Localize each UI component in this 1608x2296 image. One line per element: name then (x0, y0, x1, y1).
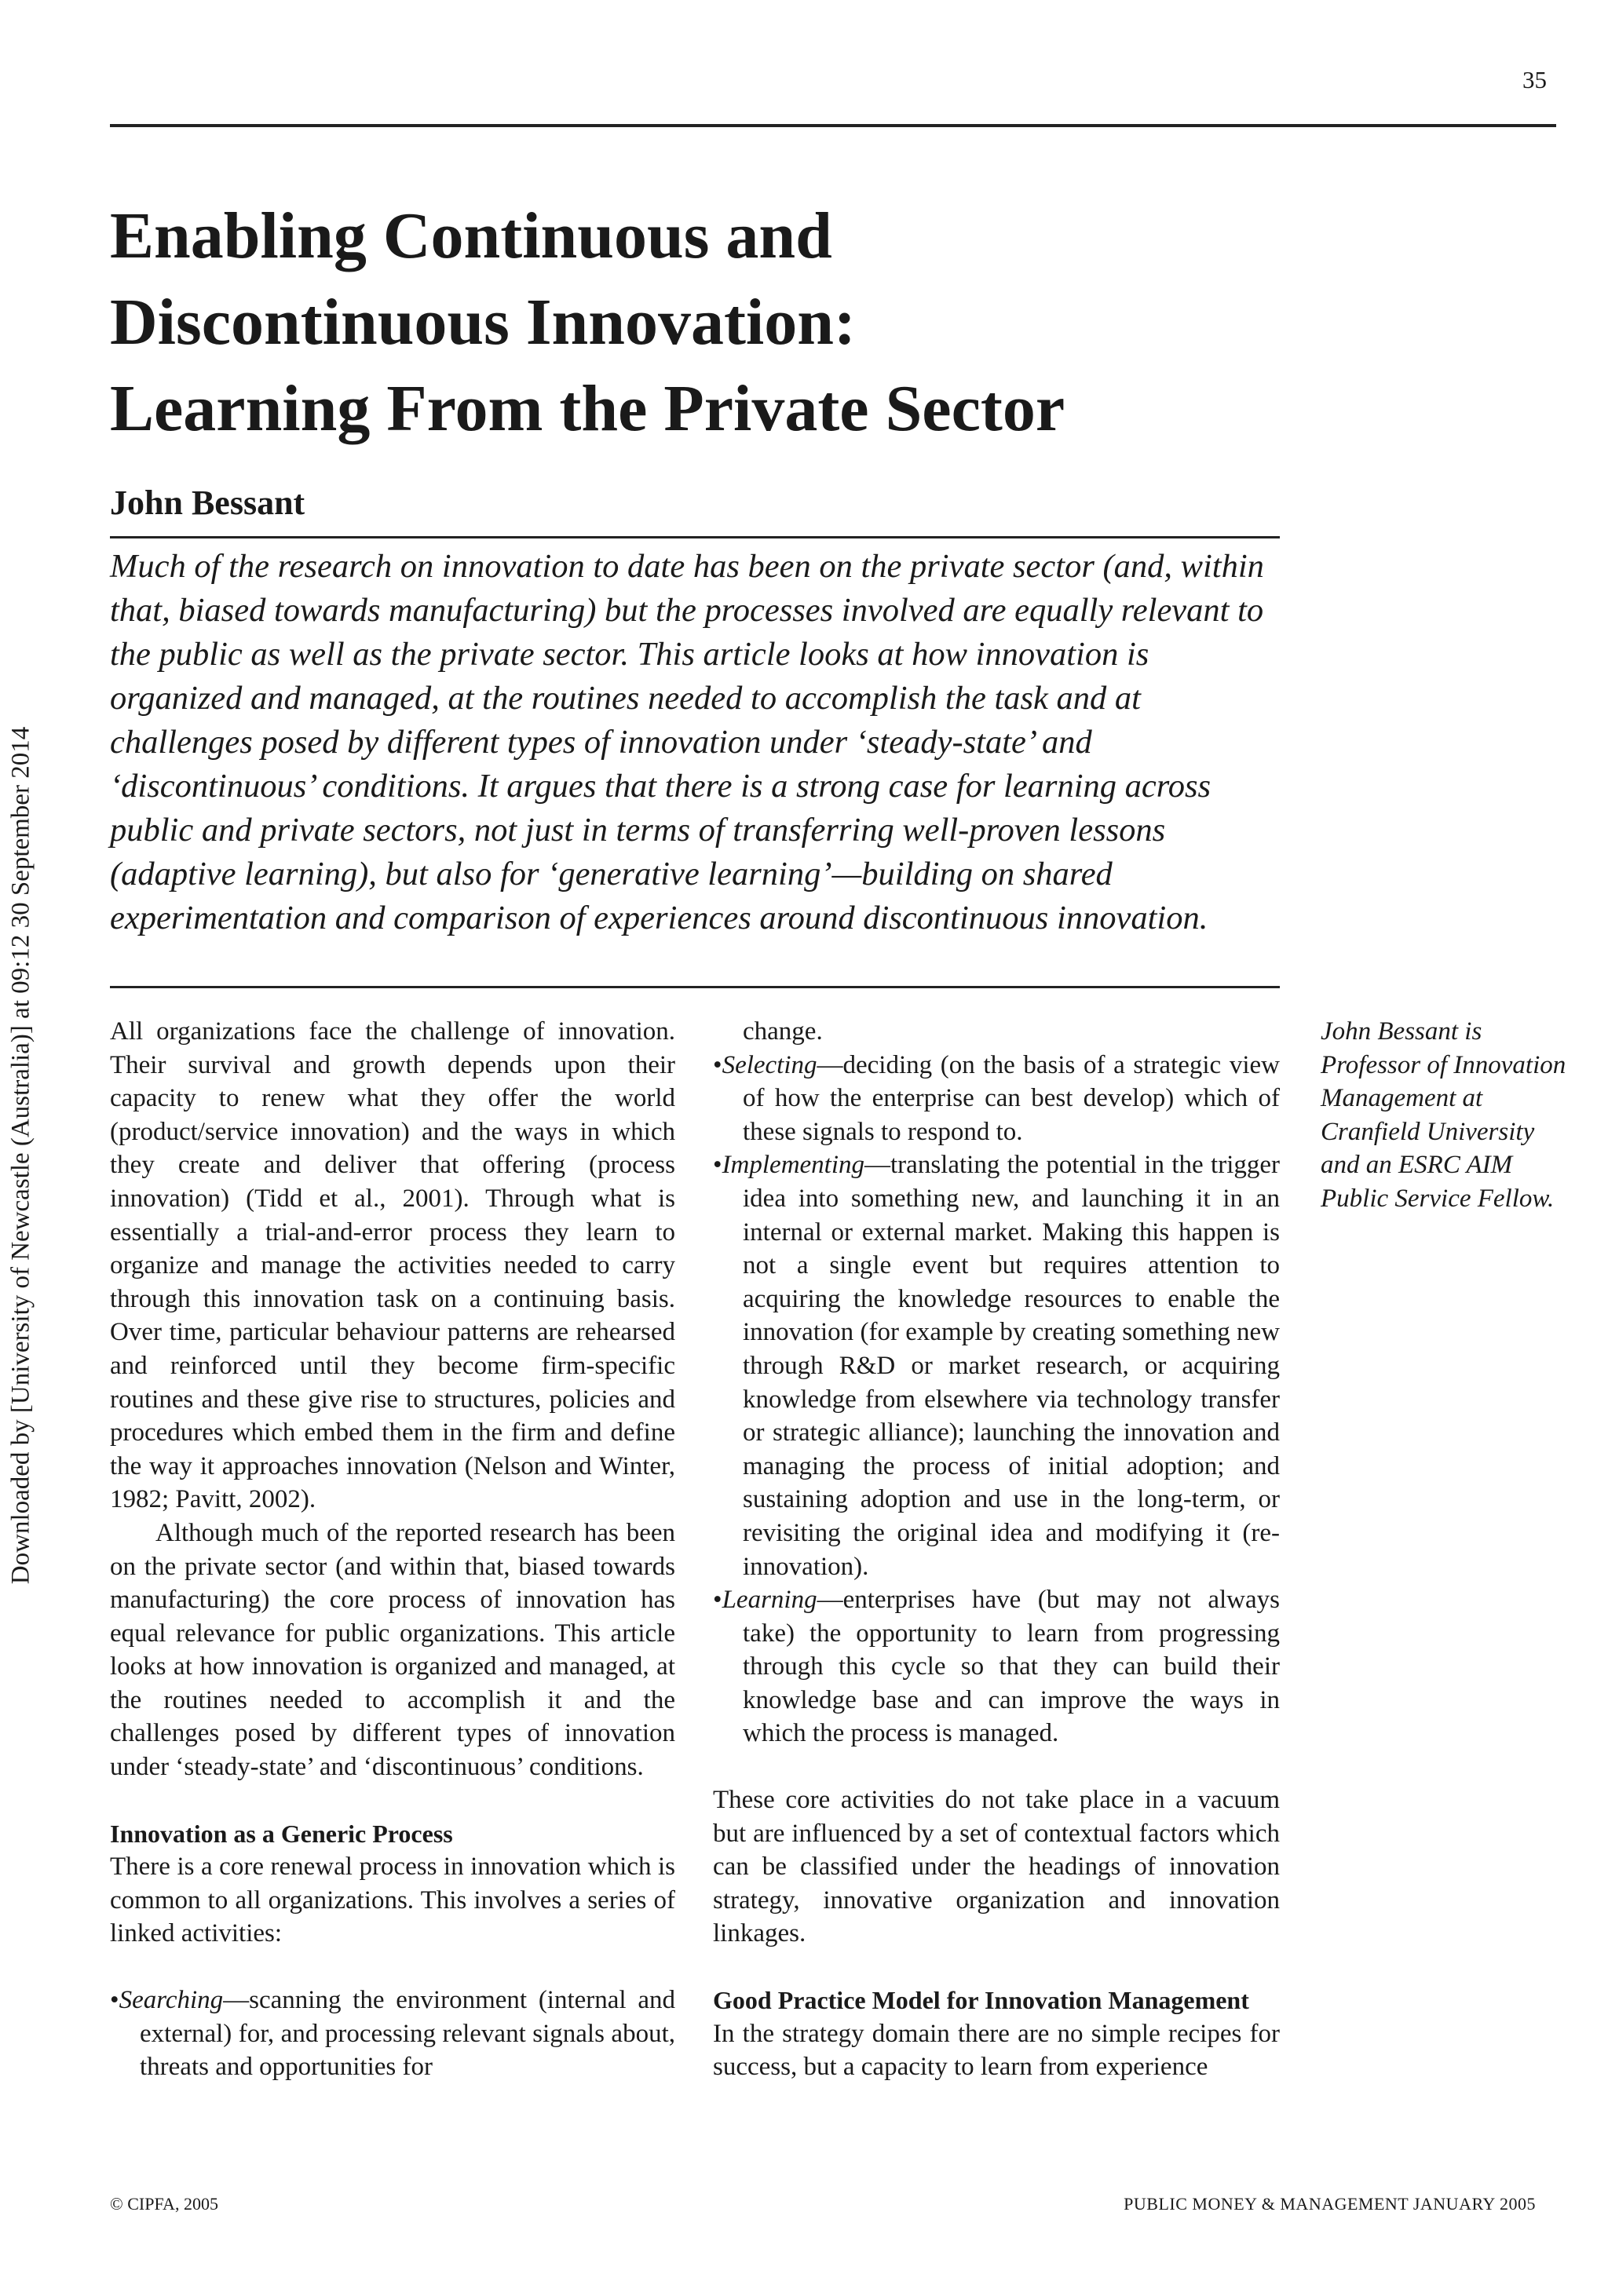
author-bio-note: John Bessant is Professor of Innovation Management at Cranfield University and an ESRC AIM Public Service Fellow. (1321, 1017, 1566, 1213)
body-paragraph: Although much of the reported research has been on the private sector (and within that, biased towards manufacturing) the core process of innovation has equal relevance for public organizations. This article looks at how innovation is organized and managed, at the routines needed to accomplish it and the challenges posed by different types of innovation under ‘steady-state’ and ‘discontinuous’ conditions. (110, 1518, 675, 1782)
bullet-term: Searching (119, 1986, 224, 2015)
header-rule (110, 124, 1556, 127)
title-line-2: Discontinuous Innovation: (110, 286, 856, 359)
footer-copyright: © CIPFA, 2005 (110, 2194, 218, 2214)
body-paragraph: All organizations face the challenge of innovation. Their survival and growth depends upon their capacity to renew what they offer the world (product/service innovation) and the ways in which they create and deliver that offering (process innovation) (Tidd et al., 2001). Through what is essentially a trial-and-error process they learn to organize and manage the activities needed to carry through this innovation task on a continuing basis. Over time, particular behaviour patterns are rehearsed and reinforced until they become firm-specific routines and these give rise to structures, policies and procedures which embed them in the firm and define the way it approaches innovation (Nelson and Winter, 1982; Pavitt, 2002). (110, 1017, 675, 1514)
left-column (110, 1015, 675, 2084)
bullet-item: •Searching—scanning the environment (internal and external) for, and processing relevant signals about, threats and opportunities for (110, 1986, 675, 2082)
bullet-term: Implementing (722, 1151, 865, 1180)
author-rule (110, 536, 1280, 538)
body-paragraph: In the strategy domain there are no simple recipes for success, but a capacity to learn from experience (713, 2019, 1280, 2082)
page-number: 35 (1522, 66, 1547, 93)
bullet-text: —deciding (on the basis of a strategic view of how the enterprise can best develop) which of these signals to respond to. (743, 1050, 1280, 1146)
bullet-item: •Implementing—translating the potential in the trigger idea into something new, and launching it in an internal or external market. Making this happen is not a single event but requires attention to acquiring the knowledge resources to enable the innovation (for example by creating something new through R&D or market research, or acquiring knowledge from elsewhere via technology transfer or strategic alliance); launching the innovation and managing the process of initial adoption; and sustaining adoption and use in the long-term, or revisiting the original idea and modifying it (re-innovation). (713, 1151, 1280, 1581)
title-line-3: Learning From the Private Sector (110, 372, 1065, 445)
download-notice-text: Downloaded by [University of Newcastle (Australia)] at 09:12 30 September 2014 (6, 726, 35, 1585)
article-title (110, 193, 1288, 452)
abstract: Much of the research on innovation to date has been on the private sector (and, within that, biased towards manufacturing) but the processes involved are equally relevant to the public as well as the private sector. This article looks at how innovation is organized and managed, at the routines needed to accomplish the task and at challenges posed by different types of innovation under ‘steady-state’ and ‘discontinuous’ conditions. It argues that there is a strong case for learning across public and private sectors, not just in terms of transferring well-proven lessons (adaptive learning), but also for ‘generative learning’—building on shared experimentation and comparison of experiences around discontinuous innovation. (110, 548, 1264, 936)
bullet-text: —enterprises have (but may not always take) the opportunity to learn from progressing through this cycle so that they can build their knowledge base and can improve the ways in which the process is managed. (743, 1586, 1280, 1748)
bullet-term: Learning (722, 1586, 817, 1615)
bullet-text: —translating the potential in the trigger idea into something new, and launching it in an internal or external market. Making this happen is not a single event but requires attention to acquiring the knowledge resources to enable the innovation (for example by creating something new through R&D or market research, or acquiring knowledge from elsewhere via technology transfer or strategic alliance); launching the innovation and managing the process of initial adoption; and sustaining adoption and use in the long-term, or revisiting the original idea and modifying it (re-innovation). (743, 1151, 1280, 1581)
body-paragraph: These core activities do not take place in a vacuum but are influenced by a set of contextual factors which can be classified under the headings of innovation strategy, innovative organization and innovation linkages. (713, 1786, 1280, 1948)
bullet-item: •Selecting—deciding (on the basis of a strategic view of how the enterprise can best develop) which of these signals to respond to. (713, 1050, 1280, 1146)
title-line-1: Enabling Continuous and (110, 199, 832, 272)
bullet-continuation: change. (743, 1017, 823, 1046)
body-paragraph: There is a core renewal process in innovation which is common to all organizations. This involves a series of linked activities: (110, 1852, 675, 1948)
section-heading: Good Practice Model for Innovation Management (713, 1986, 1249, 2015)
bullet-term: Selecting (722, 1050, 817, 1079)
right-column (713, 1015, 1280, 2084)
section-heading: Innovation as a Generic Process (110, 1819, 453, 1848)
bullet-item: •Learning—enterprises have (but may not always take) the opportunity to learn from progressing through this cycle so that they can build their knowledge base and can improve the ways in which the process is managed. (713, 1586, 1280, 1748)
footer-journal: PUBLIC MONEY & MANAGEMENT JANUARY 2005 (1124, 2194, 1536, 2214)
author-name: John Bessant (110, 484, 305, 522)
abstract-rule (110, 986, 1280, 988)
bullet-text: —scanning the environment (internal and external) for, and processing relevant signals about, threats and opportunities for (140, 1986, 675, 2082)
